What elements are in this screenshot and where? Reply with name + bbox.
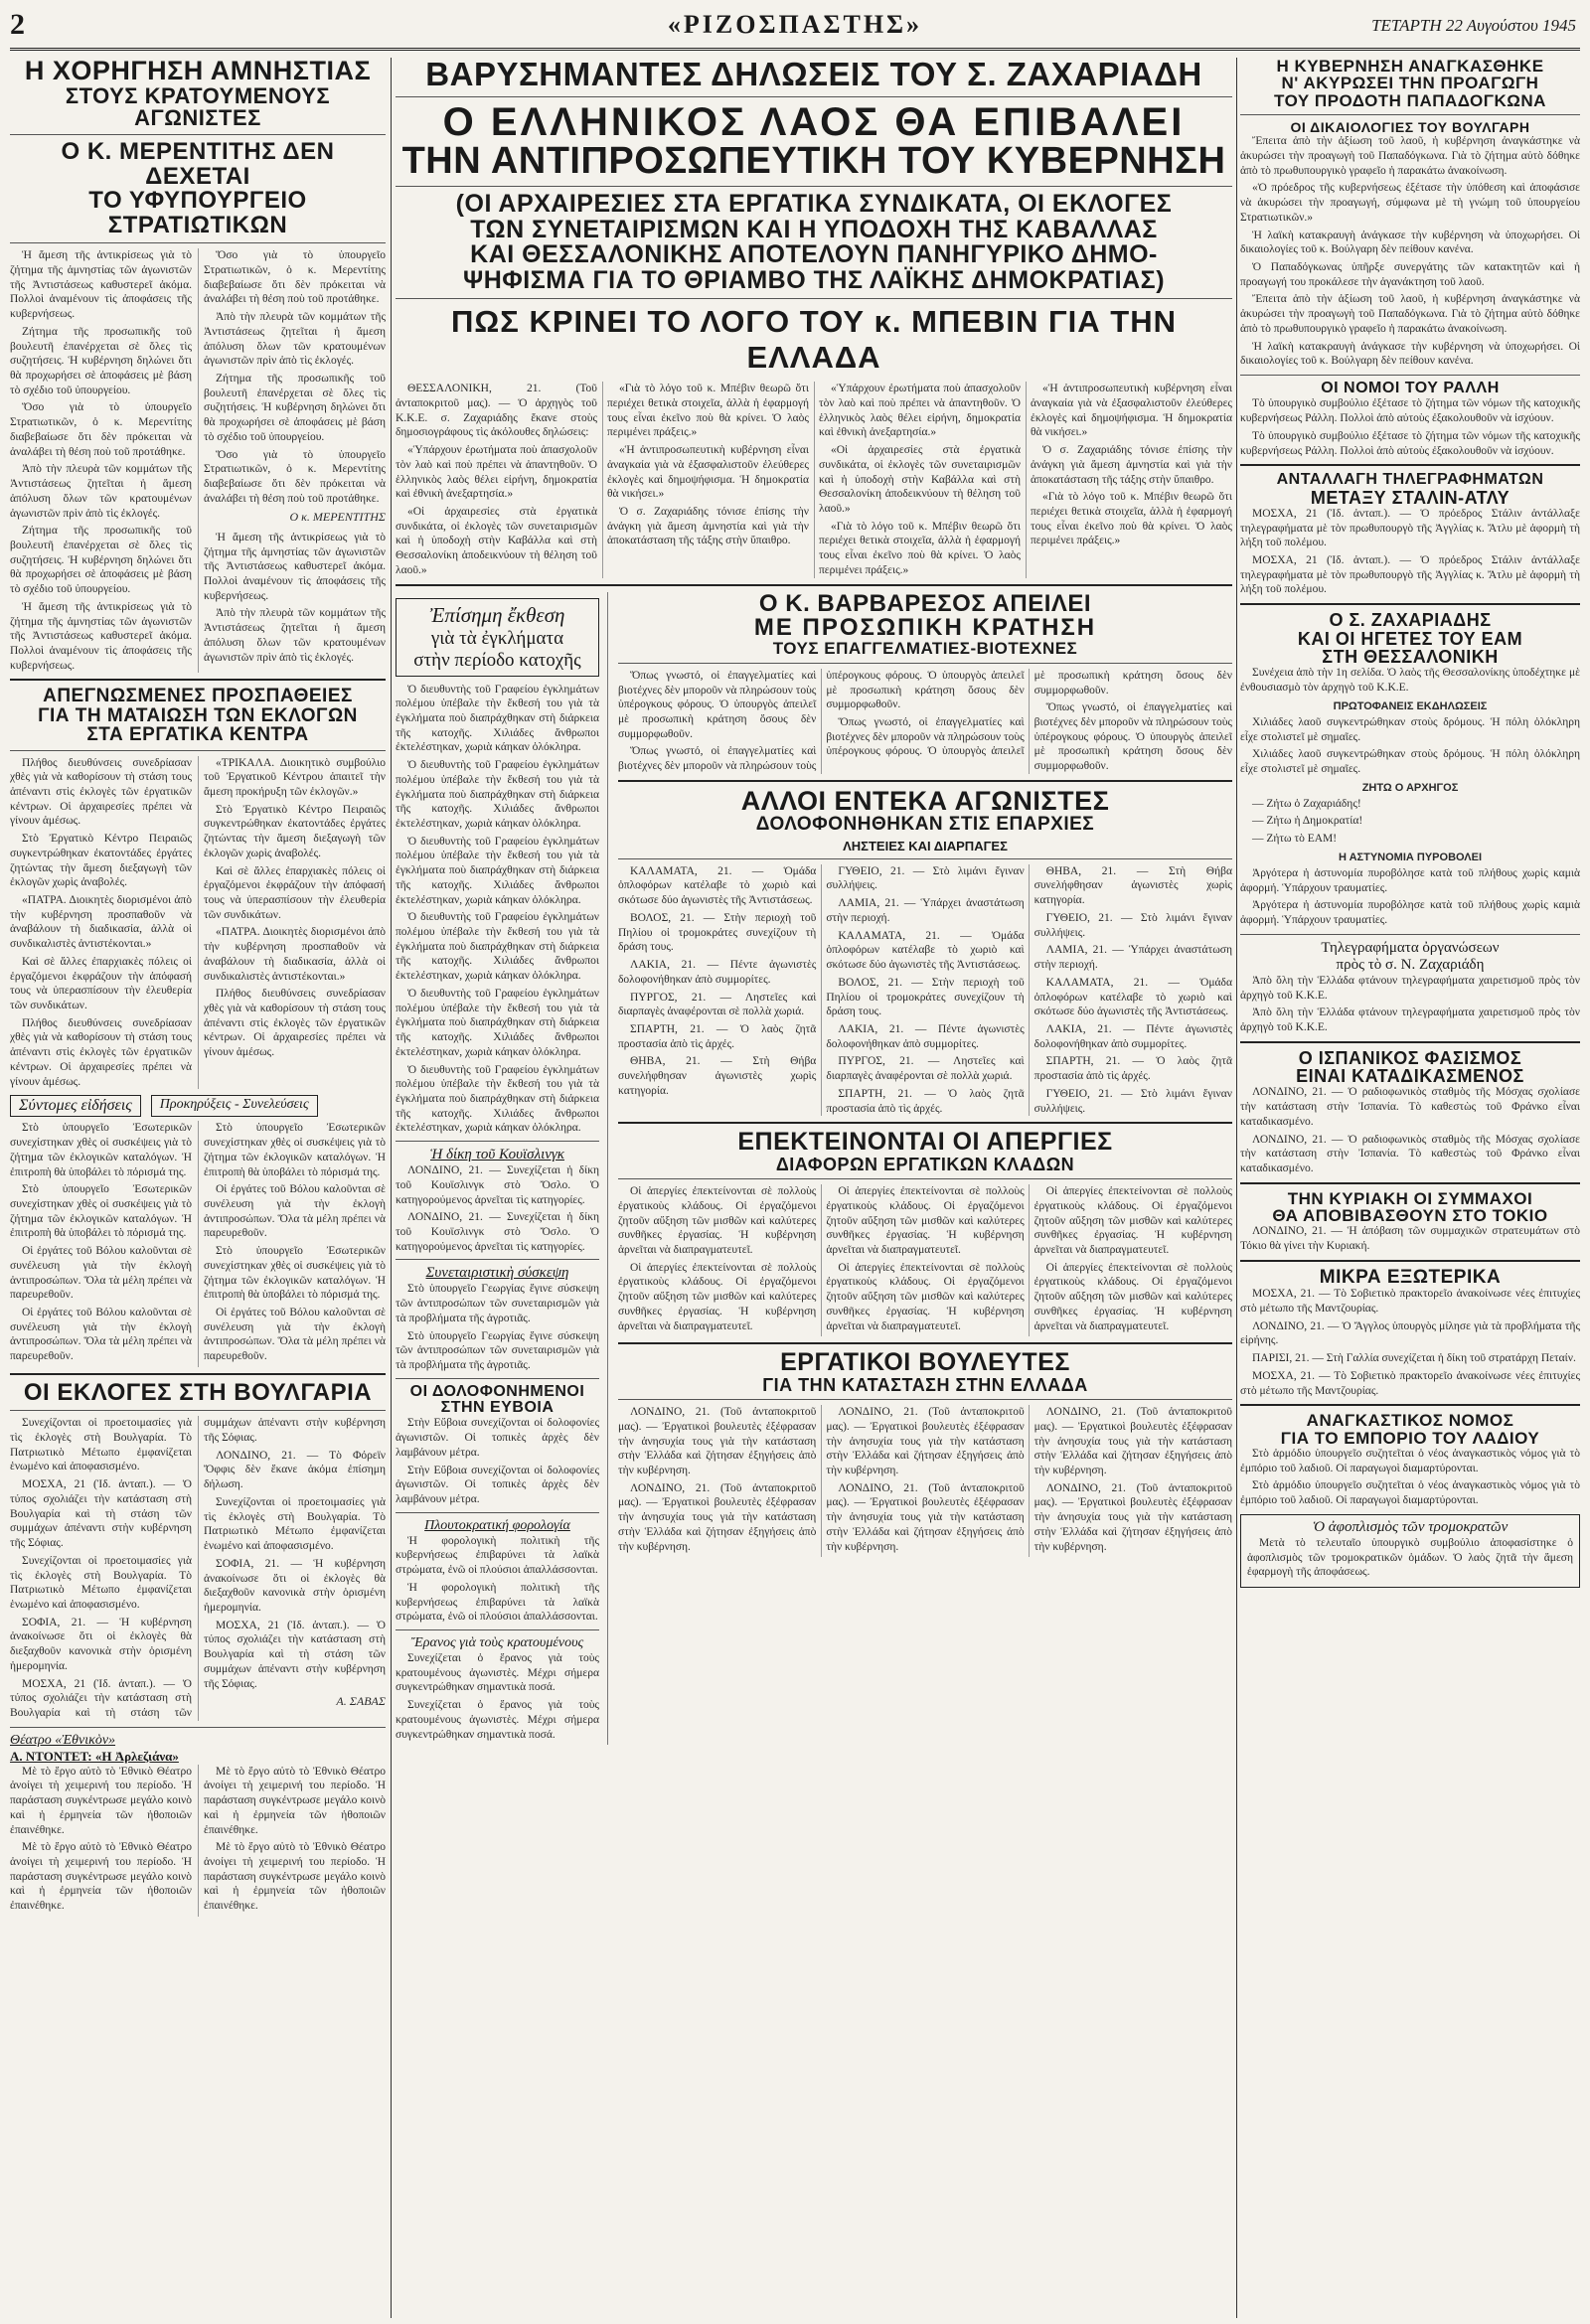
divider: [618, 1342, 1232, 1344]
headline: Τηλεγραφήματα ὀργανώσεων: [1321, 939, 1500, 956]
paragraph: ΛΟΝΔΙΝΟ, 21. — Ὁ ραδιοφωνικὸς σταθμὸς τῆς Μόσχας σχολίασε τὴν κατάσταση στὴν Ἰσπανία. Τὸ καθεστὼς τοῦ Φράνκο εἶναι καταδικασμένο.: [1240, 1133, 1580, 1175]
paragraph: Οἱ ἀπεργίες ἐπεκτείνονται σὲ πολλοὺς ἐργατικοὺς κλάδους. Οἱ ἐργαζόμενοι ζητοῦν αὔξηση τῶν μισθῶν καὶ καλύτερες συνθῆκες ἐργασίας. Ἡ κυβέρνηση ἀρνεῖται νὰ διαπραγματευτεῖ.: [618, 1185, 817, 1256]
paragraph: Ὁ σ. Ζαχαριάδης τόνισε ἐπίσης τὴν ἀνάγκη γιὰ ἄμεση ἀμνηστία καὶ γιὰ τὴν ἀποκατάσταση τῆς τάξης στὴν ὕπαιθρο.: [1031, 444, 1232, 486]
paragraph: «ΠΑΤΡΑ. Διοικητὲς διορισμένοι ἀπὸ τὴν κυβέρνηση προσπαθοῦν νὰ ἀναβάλουν τὴ διαδικασία, ἀλλὰ οἱ συνδικαλιστὲς ἀντιστέκονται.»: [10, 894, 192, 951]
sub-headline: ΛΗΣΤΕΙΕΣ ΚΑΙ ΔΙΑΡΠΑΓΕΣ: [843, 838, 1008, 853]
paragraph: ΠΑΡΙΣΙ, 21. — Στὴ Γαλλία συνεχίζεται ἡ δίκη τοῦ στρατάρχη Πεταίν.: [1252, 1352, 1576, 1365]
article-body: [1240, 1287, 1580, 1398]
headline: Η ΚΥΒΕΡΝΗΣΗ ΑΝΑΓΚΑΣΘΗΚΕ: [1276, 58, 1544, 76]
paragraph: ΣΠΑΡΤΗ, 21. — Ὁ λαὸς ζητᾶ προστασία ἀπὸ τὶς ἀρχές.: [1034, 1055, 1232, 1083]
headline: ΟΙ ΝΟΜΟΙ ΤΟΥ ΡΑΛΛΗ: [1321, 380, 1500, 397]
paragraph: Συνεχίζεται ὁ ἔρανος γιὰ τοὺς κρατουμένους ἀγωνιστὲς. Μέχρι σήμερα συγκεντρώθηκαν σημαντικὰ ποσά.: [396, 1651, 599, 1694]
headline: ΕΡΓΑΤΙΚΟΙ ΒΟΥΛΕΥΤΕΣ: [780, 1348, 1070, 1377]
headline: ΕΠΕΚΤΕΙΝΟΝΤΑΙ ΟΙ ΑΠΕΡΓΙΕΣ: [737, 1128, 1113, 1157]
paragraph: Οἱ ἀπεργίες ἐπεκτείνονται σὲ πολλοὺς ἐργατικοὺς κλάδους. Οἱ ἐργαζόμενοι ζητοῦν αὔξηση τῶν μισθῶν καὶ καλύτερες συνθῆκες ἐργασίας. Ἡ κυβέρνηση ἀρνεῖται νὰ διαπραγματευτεῖ.: [826, 1185, 1025, 1256]
paragraph: Συνέχεια ἀπὸ τὴν 1η σελίδα. Ὁ λαὸς τῆς Θεσσαλονίκης ὑποδέχτηκε μὲ ἐνθουσιασμὸ τὸν ἀρχηγὸ τοῦ Κ.Κ.Ε.: [1240, 667, 1580, 694]
page-number: 2: [10, 8, 25, 41]
article-body: [396, 1163, 599, 1254]
sub-headline: ΨΗΦΙΣΜΑ ΓΙΑ ΤΟ ΘΡΙΑΜΒΟ ΤΗΣ ΛΑΪΚΗΣ ΔΗΜΟΚΡΑΤΙΑΣ): [462, 265, 1166, 294]
article-body: [1240, 666, 1580, 928]
paragraph: ΛΟΝΔΙΝΟ, 21. — Τὸ Φόρεϊν Ὄφφις δὲν ἔκανε ἀκόμα ἐπίσημη δήλωση.: [204, 1449, 386, 1491]
paragraph: Ζήτημα τῆς προσωπικῆς τοῦ βουλευτῆ ἐπανέρχεται σὲ ὅλες τὶς συζητήσεις. Ἡ κυβέρνηση δηλώνει ὅτι θὰ προχωρήσει σὲ ἀποφάσεις μὲ βάση τὸ σχέδιο τοῦ ὑπουργείου.: [10, 325, 192, 396]
paper-name: «ΡΙΖΟΣΠΑΣΤΗΣ»: [667, 10, 923, 39]
paragraph: Ὅπως γνωστό, οἱ ἐπαγγελματίες καὶ βιοτέχνες δὲν μποροῦν νὰ πληρώσουν τοὺς ὑπέρογκους φόρους. Ὁ ὑπουργὸς ἀπειλεῖ μὲ προσωπικὴ κράτηση ὅσους δὲν συμμορφωθοῦν.: [618, 669, 817, 740]
paragraph: Τὸ ὑπουργικὸ συμβούλιο ἐξέτασε τὸ ζήτημα τῶν νόμων τῆς κατοχικῆς κυβερνήσεως Ράλλη. Πολλοὶ ἀπὸ αὐτοὺς ἐξακολουθοῦν νὰ ἰσχύουν.: [1240, 397, 1580, 425]
paragraph: — Ζήτω ἡ Δημοκρατία!: [1252, 815, 1363, 828]
signature: Ο κ. ΜΕΡΕΝΤΙΤΗΣ: [289, 509, 386, 524]
headline: ΜΕΤΑΞΥ ΣΤΑΛΙΝ-ΑΤΛΥ: [1310, 487, 1510, 508]
article-body: [618, 1184, 1232, 1336]
sub-headline: (ΟΙ ΑΡΧΑΙΡΕΣΙΕΣ ΣΤΑ ΕΡΓΑΤΙΚΑ ΣΥΝΔΙΚΑΤΑ, ΟΙ ΕΚΛΟΓΕΣ: [455, 190, 1173, 219]
paragraph: Στὴν Εὔβοια συνεχίζονται οἱ δολοφονίες ἀγωνιστῶν. Οἱ τοπικὲς ἀρχὲς δὲν λαμβάνουν μέτρα.: [396, 1417, 599, 1459]
paragraph: ΜΟΣΧΑ, 21 (Ἰδ. ἀνταπ.). — Ὁ τύπος σχολιάζει τὴν κατάσταση στὴ Βουλγαρία καὶ τὴ στάση τῶν συμμάχων ἀπέναντι στὴν κυβέρνηση τῆς Σόφιας.: [204, 1619, 386, 1690]
brief-label: Σύντομες εἰδήσεις: [10, 1095, 141, 1117]
headline: ΘΑ ΑΠΟΒΙΒΑΣΘΟΥΝ ΣΤΟ ΤΟΚΙΟ: [1272, 1206, 1548, 1226]
sub-headline: ΚΑΙ ΘΕΣΣΑΛΟΝΙΚΗΣ ΑΠΟΤΕΛΟΥΝ ΠΑΝΗΓΥΡΙΚΟ ΔΗΜΟ-: [470, 240, 1158, 269]
paragraph: Ἔπειτα ἀπὸ τὴν ἀξίωση τοῦ λαοῦ, ἡ κυβέρνηση ἀναγκάστηκε νὰ ἀκυρώσει τὴν προαγωγὴ τοῦ Παπαδόγκωνα. Γιὰ τὸ ζήτημα αὐτὸ δόθηκε ἀπὸ τὸ πρωθυπουργικὸ γραφεῖο ἡ παρακάτω ἀνακοίνωση.: [1240, 293, 1580, 335]
paragraph: ΚΑΛΑΜΑΤΑ, 21. — Ὁμάδα ὁπλοφόρων κατέλαβε τὸ χωριὸ καὶ σκότωσε δύο ἀγωνιστὲς τῆς Ἀντιστάσεως.: [826, 929, 1025, 972]
paragraph: ΛΟΝΔΙΝΟ, 21. (Τοῦ ἀνταποκριτοῦ μας). — Ἐργατικοὶ βουλευτὲς ἐξέφρασαν τὴν ἀνησυχία τους γιὰ τὴν κατάσταση στὴν Ἑλλάδα καὶ ζήτησαν ἐξηγήσεις ἀπὸ τὴν κυβέρνηση.: [618, 1481, 817, 1553]
paragraph: Ἔπειτα ἀπὸ τὴν ἀξίωση τοῦ λαοῦ, ἡ κυβέρνηση ἀναγκάστηκε νὰ ἀκυρώσει τὴν προαγωγὴ τοῦ Παπαδόγκωνα. Γιὰ τὸ ζήτημα αὐτὸ δόθηκε ἀπὸ τὸ πρωθυπουργικὸ γραφεῖο ἡ παρακάτω ἀνακοίνωση.: [1240, 135, 1580, 177]
paragraph: Συνεχίζονται οἱ προετοιμασίες γιὰ τὶς ἐκλογὲς στὴ Βουλγαρία. Τὸ Πατριωτικὸ Μέτωπο ἐμφανίζεται ἑνωμένο καὶ ἀποφασισμένο.: [204, 1495, 386, 1553]
paragraph: Οἱ ἐργάτες τοῦ Βόλου καλοῦνται σὲ συνέλευση γιὰ τὴν ἐκλογὴ ἀντιπροσώπων. Ὅλα τὰ μέλη πρέπει νὰ παρευρεθοῦν.: [204, 1183, 386, 1240]
divider: [396, 186, 1232, 187]
paragraph: Ἀπὸ ὅλη τὴν Ἑλλάδα φτάνουν τηλεγραφήματα χαιρετισμοῦ πρὸς τὸν ἀρχηγὸ τοῦ Κ.Κ.Ε.: [1240, 1007, 1580, 1034]
article-body: [1240, 1447, 1580, 1508]
paragraph: «Γιὰ τὸ λόγο τοῦ κ. Μπέβιν θεωρῶ ὅτι περιέχει θετικὰ στοιχεῖα, ἀλλὰ ἡ ἐφαρμογή τους εἶναι ἐκεῖνο ποὺ θὰ κρίνει. Ὁ λαὸς περιμένει πράξεις.»: [607, 383, 809, 439]
paragraph: Ἡ λαϊκὴ κατακραυγὴ ἀνάγκασε τὴν κυβέρνηση νὰ ὑποχωρήσει. Οἱ δικαιολογίες τοῦ κ. Βούλγαρη δὲν πείθουν κανένα.: [1240, 340, 1580, 368]
paragraph: ΛΟΝΔΙΝΟ, 21. (Τοῦ ἀνταποκριτοῦ μας). — Ἐργατικοὶ βουλευτὲς ἐξέφρασαν τὴν ἀνησυχία τους γιὰ τὴν κατάσταση στὴν Ἑλλάδα καὶ ζήτησαν ἐξηγήσεις ἀπὸ τὴν κυβέρνηση.: [826, 1481, 1025, 1553]
headline: Ἡ δίκη τοῦ Κουϊσλινγκ: [429, 1147, 565, 1163]
article-spain: [1240, 1049, 1580, 1176]
paragraph: Μὲ τὸ ἔργο αὐτὸ τὸ Ἐθνικὸ Θέατρο ἀνοίγει τὴ χειμερινή του περίοδο. Ἡ παράσταση συγκέντρωσε μεγάλο κοινὸ καὶ ἡ ἐρμηνεία τῶν ἠθοποιῶν ἐπαινέθηκε.: [204, 1765, 386, 1836]
paragraph: Στὸ ὑπουργεῖο Ἐσωτερικῶν συνεχίστηκαν χθὲς οἱ συσκέψεις γιὰ τὸ ζήτημα τῶν ἐκλογικῶν καταλόγων. Ἡ ἐπιτροπὴ θὰ ὑποβάλει τὸ πόρισμά της.: [10, 1183, 192, 1240]
paragraph: Πλήθος διευθύνσεις συνεδρίασαν χθὲς γιὰ νὰ καθορίσουν τὴ στάση τους ἀπέναντι στὶς ἐκλογὲς τῶν ἐργατικῶν κέντρων. Οἱ ἀρχαιρεσίες πρέπει νὰ γίνουν ἀμέσως.: [10, 1016, 192, 1088]
article-body: [396, 683, 599, 1137]
headline: Η ΧΟΡΗΓΗΣΗ ΑΜΝΗΣΤΙΑΣ: [24, 58, 372, 85]
article-body: [1240, 1224, 1580, 1253]
divider: [396, 584, 1232, 586]
divider: [618, 663, 1232, 664]
headline: Συνεταιριστικὴ σύσκεψη: [425, 1265, 569, 1282]
headline: Ο Σ. ΖΑΧΑΡΙΑΔΗΣ: [1329, 610, 1492, 631]
center-lower-block: [396, 589, 1232, 1746]
article-body: [1240, 507, 1580, 597]
banner-headline: ΤΗΝ ΑΝΤΙΠΡΟΣΩΠΕΥΤΙΚΗ ΤΟΥ ΚΥΒΕΡΝΗΣΗ: [401, 140, 1226, 183]
paragraph: ΠΥΡΓΟΣ, 21. — Ληστεῖες καὶ διαρπαγὲς ἀναφέρονται σὲ πολλὰ χωριά.: [618, 991, 817, 1018]
paragraph: ΚΑΛΑΜΑΤΑ, 21. — Ὁμάδα ὁπλοφόρων κατέλαβε τὸ χωριὸ καὶ σκότωσε δύο ἀγωνιστὲς τῆς Ἀντιστάσεως.: [618, 864, 817, 907]
divider: [396, 96, 1232, 97]
column-divider: [1236, 58, 1237, 2318]
paragraph: ΓΥΘΕΙΟ, 21. — Στὸ λιμάνι ἔγιναν συλλήψεις.: [1034, 1087, 1232, 1115]
paragraph: Οἱ ἐργάτες τοῦ Βόλου καλοῦνται σὲ συνέλευση γιὰ τὴν ἐκλογὴ ἀντιπροσώπων. Ὅλα τὰ μέλη πρέπει νὰ παρευρεθοῦν.: [204, 1306, 386, 1363]
paragraph: — Ζήτω τὸ ΕΑΜ!: [1252, 833, 1338, 846]
divider: [10, 134, 386, 135]
paragraph: ΛΑΚΙΑ, 21. — Πέντε ἀγωνιστὲς δολοφονήθηκαν ἀπὸ συμμορίτες.: [618, 959, 817, 986]
divider: [1240, 1041, 1580, 1043]
paragraph: «Γιὰ τὸ λόγο τοῦ κ. Μπέβιν θεωρῶ ὅτι περιέχει θετικὰ στοιχεῖα, ἀλλὰ ἡ ἐφαρμογή τους εἶναι ἐκεῖνο ποὺ θὰ κρίνει. Ὁ λαὸς περιμένει πράξεις.»: [819, 520, 1021, 576]
article-occupation: [396, 598, 599, 677]
headline: γιὰ τὰ ἐγκλήματα: [430, 627, 564, 649]
article-body: [10, 248, 386, 673]
article-telegrams: [1240, 940, 1580, 1035]
article-body: [1247, 1536, 1573, 1580]
divider: [396, 1629, 599, 1630]
paragraph: Ὁ διευθυντὴς τοῦ Γραφείου ἐγκλημάτων πολέμου ὑπέβαλε τὴν ἔκθεσή του γιὰ τὰ ἐγκλήματα ποὺ διαπράχθηκαν στὴ διάρκεια τῆς κατοχῆς. Χιλιάδες ἄνθρωποι ἐκτελέστηκαν, χωριὰ κάηκαν ὁλόκληρα.: [396, 987, 599, 1058]
article-strikes: [618, 1130, 1232, 1336]
article-olive-oil: [1240, 1412, 1580, 1508]
paragraph: «Ὑπάρχουν ἐρωτήματα ποὺ ἀπασχολοῦν τὸν λαὸ καὶ ποὺ πρέπει νὰ ἀπαντηθοῦν. Ὁ ἑλληνικὸς λαὸς θέλει εἰρήνη, δημοκρατία καὶ ἐθνικὴ ἀνεξαρτησία.»: [819, 383, 1021, 439]
paragraph: ΛΟΝΔΙΝΟ, 21. (Τοῦ ἀνταποκριτοῦ μας). — Ἐργατικοὶ βουλευτὲς ἐξέφρασαν τὴν ἀνησυχία τους γιὰ τὴν κατάσταση στὴν Ἑλλάδα καὶ ζήτησαν ἐξηγήσεις ἀπὸ τὴν κυβέρνηση.: [826, 1406, 1025, 1477]
article-disarmament: [1240, 1514, 1580, 1588]
article-tokyo: [1240, 1190, 1580, 1254]
brief-body: [10, 1121, 386, 1367]
article-foreign: [1240, 1268, 1580, 1398]
paragraph: ΛΟΝΔΙΝΟ, 21. — Ὁ Ἄγγλος ὑπουργὸς μίλησε γιὰ τὰ προβλήματα τῆς εἰρήνης.: [1240, 1319, 1580, 1347]
paragraph: ΛΑΜΙΑ, 21. — Ὑπάρχει ἀναστάτωση στὴν περιοχή.: [826, 897, 1025, 924]
divider: [1240, 934, 1580, 935]
article-body: [618, 864, 1232, 1117]
article-body: [10, 1765, 386, 1917]
paragraph: Στὸ Ἐργατικὸ Κέντρο Πειραιῶς συγκεντρώθηκαν ἐκατοντάδες ἐργάτες ζητώντας τὴν ἄμεση διεξαγωγὴ τῶν ἐκλογῶν χωρὶς ἀναβολές.: [10, 833, 192, 889]
paragraph: «ΠΑΤΡΑ. Διοικητὲς διορισμένοι ἀπὸ τὴν κυβέρνηση προσπαθοῦν νὰ ἀναβάλουν τὴ διαδικασία, ἀλλὰ οἱ συνδικαλιστὲς ἀντιστέκονται.»: [204, 926, 386, 983]
headline: ΓΙΑ ΤΗ ΜΑΤΑΙΩΣΗ ΤΩΝ ΕΚΛΟΓΩΝ: [38, 704, 358, 726]
headline: ΣΤΗ ΘΕΣΣΑΛΟΝΙΚΗ: [1322, 646, 1499, 667]
paragraph: Ἡ φορολογικὴ πολιτικὴ τῆς κυβερνήσεως ἐπιβαρύνει τὰ λαϊκὰ στρώματα, ἐνῶ οἱ πλούσιοι ἀπαλλάσσονται.: [396, 1581, 599, 1624]
paragraph: Πλήθος διευθύνσεις συνεδρίασαν χθὲς γιὰ νὰ καθορίσουν τὴ στάση τους ἀπέναντι στὶς ἐκλογὲς τῶν ἐργατικῶν κέντρων. Οἱ ἀρχαιρεσίες πρέπει νὰ γίνουν ἀμέσως.: [10, 756, 192, 828]
paragraph: ΛΟΝΔΙΝΟ, 21. — Συνεχίζεται ἡ δίκη τοῦ Κουϊσλινγκ στὸ Ὄσλο. Ὁ κατηγορούμενος ἀρνεῖται τὶς κατηγορίες.: [396, 1164, 599, 1206]
paragraph: Οἱ ἀπεργίες ἐπεκτείνονται σὲ πολλοὺς ἐργατικοὺς κλάδους. Οἱ ἐργαζόμενοι ζητοῦν αὔξηση τῶν μισθῶν καὶ καλύτερες συνθῆκες ἐργασίας. Ἡ κυβέρνηση ἀρνεῖται νὰ διαπραγματευτεῖ.: [826, 1261, 1025, 1332]
paragraph: Συνεχίζονται οἱ προετοιμασίες γιὰ τὶς ἐκλογὲς στὴ Βουλγαρία. Τὸ Πατριωτικὸ Μέτωπο ἐμφανίζεται ἑνωμένο καὶ ἀποφασισμένο.: [10, 1554, 192, 1611]
sub-headline: ΠΡΩΤΟΦΑΝΕΙΣ ΕΚΔΗΛΩΣΕΙΣ: [1333, 699, 1488, 712]
paragraph: ΛΑΚΙΑ, 21. — Πέντε ἀγωνιστὲς δολοφονήθηκαν ἀπὸ συμμορίτες.: [826, 1022, 1025, 1050]
paragraph: Καὶ σὲ ἄλλες ἐπαρχιακὲς πόλεις οἱ ἐργαζόμενοι ἐκφράζουν τὴν ἀπόφασή τους νὰ ὑπερασπίσουν τὴν ἐλευθερία τῶν συνδικάτων.: [204, 864, 386, 921]
paragraph: ΘΗΒΑ, 21. — Στὴ Θήβα συνελήφθησαν ἀγωνιστὲς χωρὶς κατηγορία.: [618, 1055, 817, 1097]
headline: Ν' ΑΚΥΡΩΣΕΙ ΤΗΝ ΠΡΟΑΓΩΓΗ: [1281, 74, 1539, 93]
headline: Ο Κ. ΒΑΡΒΑΡΕΣΟΣ ΑΠΕΙΛΕΙ: [758, 589, 1092, 617]
sub-headline: ΤΩΝ ΣΥΝΕΤΑΙΡΙΣΜΩΝ ΚΑΙ Η ΥΠΟΔΟΧΗ ΤΗΣ ΚΑΒΑΛΛΑΣ: [470, 215, 1158, 243]
paragraph: ΛΟΝΔΙΝΟ, 21. — Ὁ ραδιοφωνικὸς σταθμὸς τῆς Μόσχας σχολίασε τὴν κατάσταση στὴν Ἰσπανία. Τὸ καθεστὼς τοῦ Φράνκο εἶναι καταδικασμένο.: [1240, 1086, 1580, 1128]
paragraph: Μετὰ τὸ τελευταῖο ὑπουργικὸ συμβούλιο ἀποφασίστηκε ὁ ἀφοπλισμὸς τῶν τρομοκρατικῶν ὁμάδων. Ὁ λαὸς ζητᾶ τὴν ἄμεση ἐφαρμογὴ τῆς ἀποφάσεως.: [1247, 1536, 1573, 1579]
article-thessaloniki: [1240, 611, 1580, 928]
paragraph: Ὅσο γιὰ τὸ ὑπουργεῖο Στρατιωτικῶν, ὁ κ. Μερεντίτης διαβεβαίωσε ὅτι δὲν πρόκειται νὰ ἀναλάβει τὴ θέση ποὺ τοῦ προτάθηκε.: [204, 249, 386, 306]
paragraph: Ὁ διευθυντὴς τοῦ Γραφείου ἐγκλημάτων πολέμου ὑπέβαλε τὴν ἔκθεσή του γιὰ τὰ ἐγκλήματα ποὺ διαπράχθηκαν στὴ διάρκεια τῆς κατοχῆς. Χιλιάδες ἄνθρωποι ἐκτελέστηκαν, χωριὰ κάηκαν ὁλόκληρα.: [396, 911, 599, 983]
paragraph: Μὲ τὸ ἔργο αὐτὸ τὸ Ἐθνικὸ Θέατρο ἀνοίγει τὴ χειμερινή του περίοδο. Ἡ παράσταση συγκέντρωσε μεγάλο κοινὸ καὶ ἡ ἐρμηνεία τῶν ἠθοποιῶν ἐπαινέθηκε.: [204, 1841, 386, 1913]
article-stalin-attlee: [1240, 472, 1580, 597]
headline: ΔΙΑΦΟΡΩΝ ΕΡΓΑΤΙΚΩΝ ΚΛΑΔΩΝ: [775, 1154, 1075, 1174]
paragraph: Χιλιάδες λαοῦ συγκεντρώθηκαν στοὺς δρόμους. Ἡ πόλη ὁλόκληρη εἶχε στολιστεῖ μὲ σημαῖες.: [1240, 748, 1580, 775]
paragraph: ΛΟΝΔΙΝΟ, 21. (Τοῦ ἀνταποκριτοῦ μας). — Ἐργατικοὶ βουλευτὲς ἐξέφρασαν τὴν ἀνησυχία τους γιὰ τὴν κατάσταση στὴν Ἑλλάδα καὶ ζήτησαν ἐξηγήσεις ἀπὸ τὴν κυβέρνηση.: [1034, 1481, 1232, 1553]
paragraph: Οἱ ἀπεργίες ἐπεκτείνονται σὲ πολλοὺς ἐργατικοὺς κλάδους. Οἱ ἐργαζόμενοι ζητοῦν αὔξηση τῶν μισθῶν καὶ καλύτερες συνθῆκες ἐργασίας. Ἡ κυβέρνηση ἀρνεῖται νὰ διαπραγματευτεῖ.: [1034, 1261, 1232, 1332]
paragraph: Ἡ ἄμεση τῆς ἀντικρίσεως γιὰ τὸ ζήτημα τῆς ἀμνηστίας τῶν ἀγωνιστῶν τῆς Ἀντιστάσεως καθυστερεῖ ἀκόμα. Πολλοὶ ἀναμένουν τὶς ἀποφάσεις τῆς κυβερνήσεως.: [204, 531, 386, 602]
headline: ΑΝΤΑΛΛΑΓΗ ΤΗΛΕΓΡΑΦΗΜΑΤΩΝ: [1276, 471, 1544, 489]
article-body: [396, 1282, 599, 1372]
paragraph: Ὅπως γνωστό, οἱ ἐπαγγελματίες καὶ βιοτέχνες δὲν μποροῦν νὰ πληρώσουν τοὺς ὑπέρογκους φόρους. Ὁ ὑπουργὸς ἀπειλεῖ μὲ προσωπικὴ κράτηση ὅσους δὲν συμμορφωθοῦν.: [826, 669, 1232, 758]
column-divider: [391, 58, 392, 2318]
headline: ΤΗΝ ΚΥΡΙΑΚΗ ΟΙ ΣΥΜΜΑΧΟΙ: [1287, 1188, 1533, 1208]
paragraph: ΜΟΣΧΑ, 21 (Ἰδ. ἀνταπ.). — Ὁ πρόεδρος Στάλιν ἀντάλλαξε τηλεγραφήματα μὲ τὸν πρωθυπουργὸ τῆς Ἀγγλίας κ. Ἄτλυ μὲ ἀφορμὴ τὴ λήξη τοῦ πολέμου.: [1240, 507, 1580, 549]
article-ralli: [1240, 381, 1580, 458]
paragraph: Μὲ τὸ ἔργο αὐτὸ τὸ Ἐθνικὸ Θέατρο ἀνοίγει τὴ χειμερινή του περίοδο. Ἡ παράσταση συγκέντρωσε μεγάλο κοινὸ καὶ ἡ ἐρμηνεία τῶν ἠθοποιῶν ἐπαινέθηκε.: [10, 1765, 192, 1836]
paragraph: Ὁ διευθυντὴς τοῦ Γραφείου ἐγκλημάτων πολέμου ὑπέβαλε τὴν ἔκθεσή του γιὰ τὰ ἐγκλήματα ποὺ διαπράχθηκαν στὴ διάρκεια τῆς κατοχῆς. Χιλιάδες ἄνθρωποι ἐκτελέστηκαν, χωριὰ κάηκαν ὁλόκληρα.: [396, 1063, 599, 1135]
divider: [396, 1512, 599, 1513]
paragraph: Στὸ ἀρμόδιο ὑπουργεῖο συζητεῖται ὁ νέος ἀναγκαστικὸς νόμος γιὰ τὸ ἐμπόριο τοῦ λαδιοῦ. Οἱ παραγωγοὶ διαμαρτύρονται.: [1240, 1447, 1580, 1474]
paragraph: «Ὁ πρόεδρος τῆς κυβερνήσεως ἐξέτασε τὴν ὑπόθεση καὶ ἀποφάσισε νὰ ἀκυρώσει τὴν προαγωγή, σύμφωνα μὲ τὴ γνώμη τοῦ ὑπουργείου Στρατιωτικῶν.»: [1240, 182, 1580, 224]
paragraph: Στὸ ὑπουργεῖο Γεωργίας ἔγινε σύσκεψη τῶν ἀντιπροσώπων τῶν συνεταιρισμῶν γιὰ τὰ προβλήματα τῆς ἀγροτιᾶς.: [396, 1329, 599, 1372]
headline: Ο Κ. ΜΕΡΕΝΤΙΤΗΣ ΔΕΝ ΔΕΧΕΤΑΙ: [61, 138, 335, 190]
divider: [1240, 375, 1580, 376]
paragraph: ΠΥΡΓΟΣ, 21. — Ληστεῖες καὶ διαρπαγὲς ἀναφέρονται σὲ πολλὰ χωριά.: [826, 1055, 1025, 1083]
sub-headline: ΟΙ ΔΙΚΑΙΟΛΟΓΙΕΣ ΤΟΥ ΒΟΥΛΓΑΡΗ: [1290, 118, 1530, 135]
center-column: [396, 58, 1232, 2318]
divider: [10, 1373, 386, 1375]
sub-headline: Η ΑΣΤΥΝΟΜΙΑ ΠΥΡΟΒΟΛΕΙ: [1338, 851, 1483, 863]
paragraph: Ἀπὸ τὴν πλευρὰ τῶν κομμάτων τῆς Ἀντιστάσεως ζητεῖται ἡ ἄμεση ἀπόλυση ὅλων τῶν κρατουμένων ἀγωνιστῶν πρὶν ἀπὸ τὶς ἐκλογές.: [10, 463, 192, 520]
headline: ΤΟΥ ΠΡΟΔΟΤΗ ΠΑΠΑΔΟΓΚΩΝΑ: [1274, 90, 1546, 110]
right-column: [1240, 58, 1580, 2318]
paragraph: — Ζήτω ὁ Ζαχαριάδης!: [1252, 797, 1361, 810]
divider: [1240, 114, 1580, 115]
paragraph: Στὴν Εὔβοια συνεχίζονται οἱ δολοφονίες ἀγωνιστῶν. Οἱ τοπικὲς ἀρχὲς δὲν λαμβάνουν μέτρα.: [396, 1464, 599, 1505]
paragraph: ΘΗΒΑ, 21. — Στὴ Θήβα συνελήφθησαν ἀγωνιστὲς χωρὶς κατηγορία.: [1034, 864, 1232, 907]
divider: [396, 1378, 599, 1379]
paragraph: «ΤΡΙΚΑΛΑ. Διοικητικὸ συμβούλιο τοῦ Ἐργατικοῦ Κέντρου ἀπαιτεῖ τὴν ἄμεση προκήρυξη τῶν ἐκλογῶν.»: [204, 756, 386, 798]
headline: ΟΙ ΔΟΛΟΦΟΝΗΜΕΝΟΙ: [409, 1382, 585, 1400]
divider: [1240, 603, 1580, 605]
article-body: [396, 1534, 599, 1625]
paragraph: ΘΕΣΣΑΛΟΝΙΚΗ, 21. (Τοῦ ἀνταποκριτοῦ μας). — Ὁ ἀρχηγὸς τοῦ Κ.Κ.Ε. σ. Ζαχαριάδης ἔκανε στοὺς δημοσιογράφους τὶς ἀκόλουθες δηλώσεις:: [396, 383, 597, 439]
banner-headline: Ο ΕΛΛΗΝΙΚΟΣ ΛΑΟΣ ΘΑ ΕΠΙΒΑΛΕΙ: [442, 99, 1186, 144]
paragraph: «Ἡ ἀντιπροσωπευτικὴ κυβέρνηση εἶναι ἀναγκαία γιὰ νὰ ἐξασφαλιστοῦν ἐλεύθερες ἐκλογὲς καὶ δημοψήφισμα. Ἡ δημοκρατία θὰ νικήσει.»: [607, 444, 809, 501]
headline: ΓΙΑ ΤΟ ΕΜΠΟΡΙΟ ΤΟΥ ΛΑΔΙΟΥ: [1280, 1428, 1540, 1448]
article-body: [1240, 1085, 1580, 1175]
headline: ΤΟ ΥΦΥΠΟΥΡΓΕΙΟ ΣΤΡΑΤΙΩΤΙΚΩΝ: [88, 187, 307, 238]
headline: ΑΛΛΟΙ ΕΝΤΕΚΑ ΑΓΩΝΙΣΤΕΣ: [740, 785, 1110, 816]
article-zachariadis: [396, 58, 1232, 578]
article-body: [10, 1416, 386, 1720]
article-body: [1240, 974, 1580, 1035]
brief-headers: [10, 1095, 386, 1117]
paragraph: Οἱ ἐργάτες τοῦ Βόλου καλοῦνται σὲ συνέλευση γιὰ τὴν ἐκλογὴ ἀντιπροσώπων. Ὅλα τὰ μέλη πρέπει νὰ παρευρεθοῦν.: [10, 1306, 192, 1363]
paragraph: «Ἡ ἀντιπροσωπευτικὴ κυβέρνηση εἶναι ἀναγκαία γιὰ νὰ ἐξασφαλιστοῦν ἐλεύθερες ἐκλογὲς καὶ δημοψήφισμα. Ἡ δημοκρατία θὰ νικήσει.»: [1031, 383, 1232, 439]
center-subcolumn-left: [396, 592, 608, 1746]
divider: [396, 1259, 599, 1260]
article-body: [618, 669, 1232, 774]
paragraph: Ὁ διευθυντὴς τοῦ Γραφείου ἐγκλημάτων πολέμου ὑπέβαλε τὴν ἔκθεσή του γιὰ τὰ ἐγκλήματα ποὺ διαπράχθηκαν στὴ διάρκεια τῆς κατοχῆς. Χιλιάδες ἄνθρωποι ἐκτελέστηκαν, χωριὰ κάηκαν ὁλόκληρα.: [396, 835, 599, 906]
paragraph: Στὸ Ἐργατικὸ Κέντρο Πειραιῶς συγκεντρώθηκαν ἐκατοντάδες ἐργάτες ζητώντας τὴν ἄμεση διεξαγωγὴ τῶν ἐκλογῶν χωρὶς ἀναβολές.: [204, 803, 386, 859]
divider: [618, 858, 1232, 859]
paragraph: Στὸ ἀρμόδιο ὑπουργεῖο συζητεῖται ὁ νέος ἀναγκαστικὸς νόμος γιὰ τὸ ἐμπόριο τοῦ λαδιοῦ. Οἱ παραγωγοὶ διαμαρτύρονται.: [1240, 1479, 1580, 1507]
paragraph: ΓΥΘΕΙΟ, 21. — Στὸ λιμάνι ἔγιναν συλλήψεις.: [826, 864, 1025, 892]
article-murders: [618, 785, 1232, 1116]
paragraph: Ἀπὸ ὅλη τὴν Ἑλλάδα φτάνουν τηλεγραφήματα χαιρετισμοῦ πρὸς τὸν ἀρχηγὸ τοῦ Κ.Κ.Ε.: [1240, 974, 1580, 1002]
sub-headline: ΠΩΣ ΚΡΙΝΕΙ ΤΟ ΛΟΓΟ ΤΟΥ κ. ΜΠΕΒΙΝ ΓΙΑ ΤΗΝ ΕΛΛΑΔΑ: [451, 304, 1177, 376]
paragraph: Μὲ τὸ ἔργο αὐτὸ τὸ Ἐθνικὸ Θέατρο ἀνοίγει τὴ χειμερινή του περίοδο. Ἡ παράσταση συγκέντρωσε μεγάλο κοινὸ καὶ ἡ ἐρμηνεία τῶν ἠθοποιῶν ἐπαινέθηκε.: [10, 1841, 192, 1913]
paragraph: Τὸ ὑπουργικὸ συμβούλιο ἐξέτασε τὸ ζήτημα τῶν νόμων τῆς κατοχικῆς κυβερνήσεως Ράλλη. Πολλοὶ ἀπὸ αὐτοὺς ἐξακολουθοῦν νὰ ἰσχύουν.: [1240, 429, 1580, 457]
paragraph: Πλήθος διευθύνσεις συνεδρίασαν χθὲς γιὰ νὰ καθορίσουν τὴ στάση τους ἀπέναντι στὶς ἐκλογὲς τῶν ἐργατικῶν κέντρων. Οἱ ἀρχαιρεσίες πρέπει νὰ γίνουν ἀμέσως.: [204, 988, 386, 1059]
paragraph: ΜΟΣΧΑ, 21 (Ἰδ. ἀνταπ.). — Ὁ τύπος σχολιάζει τὴν κατάσταση στὴ Βουλγαρία καὶ τὴ στάση τῶν συμμάχων ἀπέναντι στὴν κυβέρνηση τῆς Σόφιας.: [10, 1478, 192, 1550]
headline: Ο ΙΣΠΑΝΙΚΟΣ ΦΑΣΙΣΜΟΣ: [1298, 1047, 1522, 1068]
paragraph: Συνεχίζονται οἱ προετοιμασίες γιὰ τὶς ἐκλογὲς στὴ Βουλγαρία. Τὸ Πατριωτικὸ Μέτωπο ἐμφανίζεται ἑνωμένο καὶ ἀποφασισμένο.: [10, 1417, 192, 1473]
headline: ΤΟΥΣ ΕΠΑΓΓΕΛΜΑΤΙΕΣ-ΒΙΟΤΕΧΝΕΣ: [772, 639, 1078, 659]
masthead: [10, 8, 1580, 51]
paragraph: ΚΑΛΑΜΑΤΑ, 21. — Ὁμάδα ὁπλοφόρων κατέλαβε τὸ χωριὸ καὶ σκότωσε δύο ἀγωνιστὲς τῆς Ἀντιστάσεως.: [1034, 976, 1232, 1018]
divider: [10, 242, 386, 243]
divider: [10, 679, 386, 681]
paragraph: «Γιὰ τὸ λόγο τοῦ κ. Μπέβιν θεωρῶ ὅτι περιέχει θετικὰ στοιχεῖα, ἀλλὰ ἡ ἐφαρμογή τους εἶναι ἐκεῖνο ποὺ θὰ κρίνει. Ὁ λαὸς περιμένει πράξεις.»: [1031, 491, 1232, 547]
paragraph: ΛΑΜΙΑ, 21. — Ὑπάρχει ἀναστάτωση στὴν περιοχή.: [1034, 944, 1232, 972]
divider: [1240, 1404, 1580, 1406]
paragraph: ΣΠΑΡΤΗ, 21. — Ὁ λαὸς ζητᾶ προστασία ἀπὸ τὶς ἀρχές.: [826, 1087, 1025, 1115]
divider: [1240, 1260, 1580, 1262]
article-varvaresos: [618, 589, 1232, 774]
article-union-elections: [10, 687, 386, 1089]
paragraph: Ἡ ἄμεση τῆς ἀντικρίσεως γιὰ τὸ ζήτημα τῆς ἀμνηστίας τῶν ἀγωνιστῶν τῆς Ἀντιστάσεως καθυστερεῖ ἀκόμα. Πολλοὶ ἀναμένουν τὶς ἀποφάσεις τῆς κυβερνήσεως.: [10, 249, 192, 321]
paragraph: Στὸ ὑπουργεῖο Ἐσωτερικῶν συνεχίστηκαν χθὲς οἱ συσκέψεις γιὰ τὸ ζήτημα τῶν ἐκλογικῶν καταλόγων. Ἡ ἐπιτροπὴ θὰ ὑποβάλει τὸ πόρισμά της.: [10, 1122, 192, 1178]
center-subcolumn-right: [618, 589, 1232, 1746]
article-bulgaria: [10, 1378, 386, 1721]
headline: ΜΕ ΠΡΟΣΩΠΙΚΗ ΚΡΑΤΗΣΗ: [753, 614, 1097, 642]
paragraph: Ἡ ἄμεση τῆς ἀντικρίσεως γιὰ τὸ ζήτημα τῆς ἀμνηστίας τῶν ἀγωνιστῶν τῆς Ἀντιστάσεως καθυστερεῖ ἀκόμα. Πολλοὶ ἀναμένουν τὶς ἀποφάσεις τῆς κυβερνήσεως.: [10, 600, 192, 672]
headline: ΜΙΚΡΑ ΕΞΩΤΕΡΙΚΑ: [1319, 1266, 1502, 1288]
divider: [1240, 464, 1580, 466]
headline: Ἔρανος γιὰ τοὺς κρατουμένους: [410, 1634, 584, 1650]
paragraph: Συνεχίζεται ὁ ἔρανος γιὰ τοὺς κρατουμένους ἀγωνιστὲς. Μέχρι σήμερα συγκεντρώθηκαν σημαντικὰ ποσά.: [396, 1699, 599, 1741]
divider: [10, 1410, 386, 1411]
sub-headline: ΖΗΤΩ Ο ΑΡΧΗΓΟΣ: [1361, 781, 1459, 794]
paragraph: Ἀργότερα ἡ ἀστυνομία πυροβόλησε κατὰ τοῦ πλήθους χωρὶς καμιὰ ἀφορμή. Ὑπάρχουν τραυματίες.: [1240, 899, 1580, 927]
headline: ΣΤΑ ΕΡΓΑΤΙΚΑ ΚΕΝΤΡΑ: [86, 724, 309, 746]
article-body: [10, 756, 386, 1090]
divider: [10, 750, 386, 751]
paragraph: Ἀπὸ τὴν πλευρὰ τῶν κομμάτων τῆς Ἀντιστάσεως ζητεῖται ἡ ἄμεση ἀπόλυση ὅλων τῶν κρατουμένων ἀγωνιστῶν πρὶν ἀπὸ τὶς ἐκλογές.: [204, 311, 386, 368]
paragraph: Ὁ διευθυντὴς τοῦ Γραφείου ἐγκλημάτων πολέμου ὑπέβαλε τὴν ἔκθεσή του γιὰ τὰ ἐγκλήματα ποὺ διαπράχθηκαν στὴ διάρκεια τῆς κατοχῆς. Χιλιάδες ἄνθρωποι ἐκτελέστηκαν, χωριὰ κάηκαν ὁλόκληρα.: [396, 683, 599, 754]
paragraph: Στὸ ὑπουργεῖο Ἐσωτερικῶν συνεχίστηκαν χθὲς οἱ συσκέψεις γιὰ τὸ ζήτημα τῶν ἐκλογικῶν καταλόγων. Ἡ ἐπιτροπὴ θὰ ὑποβάλει τὸ πόρισμά της.: [204, 1245, 386, 1302]
paragraph: ΛΟΝΔΙΝΟ, 21. — Συνεχίζεται ἡ δίκη τοῦ Κουϊσλινγκ στὸ Ὄσλο. Ὁ κατηγορούμενος ἀρνεῖται τὶς κατηγορίες.: [396, 1211, 599, 1253]
paragraph: Οἱ ἀπεργίες ἐπεκτείνονται σὲ πολλοὺς ἐργατικοὺς κλάδους. Οἱ ἐργαζόμενοι ζητοῦν αὔξηση τῶν μισθῶν καὶ καλύτερες συνθῆκες ἐργασίας. Ἡ κυβέρνηση ἀρνεῖται νὰ διαπραγματευτεῖ.: [618, 1261, 817, 1332]
paragraph: Ὁ διευθυντὴς τοῦ Γραφείου ἐγκλημάτων πολέμου ὑπέβαλε τὴν ἔκθεσή του γιὰ τὰ ἐγκλήματα ποὺ διαπράχθηκαν στὴ διάρκεια τῆς κατοχῆς. Χιλιάδες ἄνθρωποι ἐκτελέστηκαν, χωριὰ κάηκαν ὁλόκληρα.: [396, 759, 599, 831]
paragraph: ΜΟΣΧΑ, 21 (Ἰδ. ἀνταπ.). — Ὁ πρόεδρος Στάλιν ἀντάλλαξε τηλεγραφήματα μὲ τὸν πρωθυπουργὸ τῆς Ἀγγλίας κ. Ἄτλυ μὲ ἀφορμὴ τὴ λήξη τοῦ πολέμου.: [1240, 554, 1580, 596]
paragraph: Ζήτημα τῆς προσωπικῆς τοῦ βουλευτῆ ἐπανέρχεται σὲ ὅλες τὶς συζητήσεις. Ἡ κυβέρνηση δηλώνει ὅτι θὰ προχωρήσει σὲ ἀποφάσεις μὲ βάση τὸ σχέδιο τοῦ ὑπουργείου.: [204, 373, 386, 443]
signature: Α. ΣΑΒΑΣ: [336, 1694, 386, 1709]
paragraph: ΛΑΚΙΑ, 21. — Πέντε ἀγωνιστὲς δολοφονήθηκαν ἀπὸ συμμορίτες.: [1034, 1022, 1232, 1050]
headline: Πλουτοκρατική φορολογία: [424, 1517, 570, 1533]
divider: [618, 1122, 1232, 1124]
paragraph: Ζήτημα τῆς προσωπικῆς τοῦ βουλευτῆ ἐπανέρχεται σὲ ὅλες τὶς συζητήσεις. Ἡ κυβέρνηση δηλώνει ὅτι θὰ προχωρήσει σὲ ἀποφάσεις μὲ βάση τὸ σχέδιο τοῦ ὑπουργείου.: [10, 525, 192, 596]
paragraph: ΛΟΝΔΙΝΟ, 21. — Ἡ ἀπόβαση τῶν συμμαχικῶν στρατευμάτων στὸ Τόκιο θὰ γίνει τὴν Κυριακή.: [1240, 1225, 1580, 1253]
paragraph: Στὸ ὑπουργεῖο Γεωργίας ἔγινε σύσκεψη τῶν ἀντιπροσώπων τῶν συνεταιρισμῶν γιὰ τὰ προβλήματα τῆς ἀγροτιᾶς.: [396, 1283, 599, 1324]
paragraph: ΛΟΝΔΙΝΟ, 21. (Τοῦ ἀνταποκριτοῦ μας). — Ἐργατικοὶ βουλευτὲς ἐξέφρασαν τὴν ἀνησυχία τους γιὰ τὴν κατάσταση στὴν Ἑλλάδα καὶ ζήτησαν ἐξηγήσεις ἀπὸ τὴν κυβέρνηση.: [618, 1406, 817, 1477]
divider: [396, 1141, 599, 1142]
divider: [618, 1399, 1232, 1400]
theatre-label: Θέατρο «Ἐθνικὸν»: [10, 1732, 116, 1748]
paragraph: ΓΥΘΕΙΟ, 21. — Στὸ λιμάνι ἔγιναν συλλήψεις.: [1034, 911, 1232, 939]
paragraph: Ὁ σ. Ζαχαριάδης τόνισε ἐπίσης τὴν ἀνάγκη γιὰ ἄμεση ἀμνηστία καὶ γιὰ τὴν ἀποκατάσταση τῆς τάξης στὴν ὕπαιθρο.: [607, 505, 809, 547]
headline: Ἐπίσημη ἔκθεση: [429, 602, 565, 627]
paragraph: ΜΟΣΧΑ, 21. — Τὸ Σοβιετικὸ πρακτορεῖο ἀνακοίνωσε νέες ἐπιτυχίες στὸ μέτωπο τῆς Μαντζουρίας.: [1240, 1288, 1580, 1315]
divider: [396, 298, 1232, 299]
headline: ΑΠΕΓΝΩΣΜΕΝΕΣ ΠΡΟΣΠΑΘΕΙΕΣ: [43, 686, 353, 707]
paragraph: ΜΟΣΧΑ, 21. — Τὸ Σοβιετικὸ πρακτορεῖο ἀνακοίνωσε νέες ἐπιτυχίες στὸ μέτωπο τῆς Μαντζουρίας.: [1240, 1369, 1580, 1397]
headline: ΔΟΛΟΦΟΝΗΘΗΚΑΝ ΣΤΙΣ ΕΠΑΡΧΙΕΣ: [755, 814, 1095, 836]
paragraph: Ἡ φορολογικὴ πολιτικὴ τῆς κυβερνήσεως ἐπιβαρύνει τὰ λαϊκὰ στρώματα, ἐνῶ οἱ πλούσιοι ἀπαλλάσσονται.: [396, 1534, 599, 1577]
banner-headline: ΒΑΡΥΣΗΜΑΝΤΕΣ ΔΗΛΩΣΕΙΣ ΤΟΥ Σ. ΖΑΧΑΡΙΑΔΗ: [425, 58, 1202, 92]
paragraph: Ἡ λαϊκὴ κατακραυγὴ ἀνάγκασε τὴν κυβέρνηση νὰ ὑποχωρήσει. Οἱ δικαιολογίες τοῦ κ. Βούλγαρη δὲν πείθουν κανένα.: [1240, 229, 1580, 256]
article-body: [618, 1405, 1232, 1557]
paragraph: «Ὑπάρχουν ἐρωτήματα ποὺ ἀπασχολοῦν τὸν λαὸ καὶ ποὺ πρέπει νὰ ἀπαντηθοῦν. Ὁ ἑλληνικὸς λαὸς θέλει εἰρήνη, δημοκρατία καὶ ἐθνικὴ ἀνεξαρτησία.»: [396, 444, 597, 501]
paragraph: «Οἱ ἀρχαιρεσίες στὰ ἐργατικὰ συνδικάτα, οἱ ἐκλογὲς τῶν συνεταιρισμῶν καὶ ἡ ὑποδοχὴ στὴν Καβάλλα καὶ στὴ Θεσσαλονίκη ἀποδεικνύουν τὴ θέληση τοῦ λαοῦ.»: [819, 444, 1021, 515]
article-body: [396, 382, 1232, 577]
article-body: [1240, 134, 1580, 369]
paragraph: Ὅπως γνωστό, οἱ ἐπαγγελματίες καὶ βιοτέχνες δὲν μποροῦν νὰ πληρώσουν τοὺς ὑπέρογκους φόρους. Ὁ ὑπουργὸς ἀπειλεῖ μὲ προσωπικὴ κράτηση ὅσους δὲν συμμορφωθοῦν.: [618, 669, 1025, 773]
article-body: [396, 1651, 599, 1742]
headline: πρὸς τὸ σ. Ν. Ζαχαριάδη: [1336, 956, 1485, 973]
paragraph: ΣΟΦΙΑ, 21. — Ἡ κυβέρνηση ἀνακοίνωσε ὅτι οἱ ἐκλογὲς θὰ διεξαχθοῦν κανονικὰ στὴν ὁρισμένη ἡμερομηνία.: [204, 1557, 386, 1614]
paragraph: Καὶ σὲ ἄλλες ἐπαρχιακὲς πόλεις οἱ ἐργαζόμενοι ἐκφράζουν τὴν ἀπόφασή τους νὰ ὑπερασπίσουν τὴν ἐλευθερία τῶν συνδικάτων.: [10, 955, 192, 1012]
paragraph: ΛΟΝΔΙΝΟ, 21. (Τοῦ ἀνταποκριτοῦ μας). — Ἐργατικοὶ βουλευτὲς ἐξέφρασαν τὴν ἀνησυχία τους γιὰ τὴν κατάσταση στὴν Ἑλλάδα καὶ ζήτησαν ἐξηγήσεις ἀπὸ τὴν κυβέρνηση.: [1034, 1406, 1232, 1477]
paragraph: Ὅπως γνωστό, οἱ ἐπαγγελματίες καὶ βιοτέχνες δὲν μποροῦν νὰ πληρώσουν τοὺς ὑπέρογκους φόρους. Ὁ ὑπουργὸς ἀπειλεῖ μὲ προσωπικὴ κράτηση ὅσους δὲν συμμορφωθοῦν.: [1034, 701, 1232, 773]
paragraph: Οἱ ἀπεργίες ἐπεκτείνονται σὲ πολλοὺς ἐργατικοὺς κλάδους. Οἱ ἐργαζόμενοι ζητοῦν αὔξηση τῶν μισθῶν καὶ καλύτερες συνθῆκες ἐργασίας. Ἡ κυβέρνηση ἀρνεῖται νὰ διαπραγματευτεῖ.: [1034, 1185, 1232, 1256]
headline: ΕΙΝΑΙ ΚΑΤΑΔΙΚΑΣΜΕΝΟΣ: [1296, 1066, 1524, 1087]
paragraph: Ὁ Παπαδόγκωνας ὑπῆρξε συνεργάτης τῶν κατακτητῶν καὶ ἡ προαγωγή του προκάλεσε τὴν ἀγανάκτηση τοῦ λαοῦ.: [1240, 261, 1580, 288]
article-body: [396, 1416, 599, 1506]
paragraph: ΒΟΛΟΣ, 21. — Στὴν περιοχὴ τοῦ Πηλίου οἱ τρομοκράτες συνεχίζουν τὴ δράση τους.: [826, 976, 1025, 1018]
article-labour-mps: [618, 1350, 1232, 1557]
divider: [1240, 1182, 1580, 1184]
headline: ΑΝΑΓΚΑΣΤΙΚΟΣ ΝΟΜΟΣ: [1306, 1411, 1514, 1431]
divider: [10, 1727, 386, 1728]
paragraph: Ὅσο γιὰ τὸ ὑπουργεῖο Στρατιωτικῶν, ὁ κ. Μερεντίτης διαβεβαίωσε ὅτι δὲν πρόκειται νὰ ἀναλάβει τὴ θέση ποὺ τοῦ προτάθηκε.: [204, 448, 386, 505]
headline: ΟΙ ΕΚΛΟΓΕΣ ΣΤΗ ΒΟΥΛΓΑΡΙΑ: [23, 1378, 373, 1406]
article-papadogonas: [1240, 58, 1580, 369]
paragraph: ΣΟΦΙΑ, 21. — Ἡ κυβέρνηση ἀνακοίνωσε ὅτι οἱ ἐκλογὲς θὰ διεξαχθοῦν κανονικὰ στὴν ὁρισμένη ἡμερομηνία.: [10, 1616, 192, 1672]
paragraph: Ὅσο γιὰ τὸ ὑπουργεῖο Στρατιωτικῶν, ὁ κ. Μερεντίτης διαβεβαίωσε ὅτι δὲν πρόκειται νὰ ἀναλάβει τὴ θέση ποὺ τοῦ προτάθηκε.: [10, 401, 192, 458]
article-body: [1240, 396, 1580, 458]
headline: Ὁ ἀφοπλισμὸς τῶν τρομοκρατῶν: [1312, 1518, 1509, 1535]
headline: ΣΤΗΝ ΕΥΒΟΙΑ: [440, 1399, 555, 1417]
paragraph: Ἀργότερα ἡ ἀστυνομία πυροβόλησε κατὰ τοῦ πλήθους χωρὶς καμιὰ ἀφορμή. Ὑπάρχουν τραυματίες.: [1240, 866, 1580, 894]
paragraph: ΒΟΛΟΣ, 21. — Στὴν περιοχὴ τοῦ Πηλίου οἱ τρομοκράτες συνεχίζουν τὴ δράση τους.: [618, 911, 817, 954]
theatre-title: Α. ΝΤΟΝΤΕΤ: «Η Ἀρλεζιάνα»: [10, 1748, 179, 1764]
issue-date: ΤΕΤΑΡΤΗ 22 Αυγούστου 1945: [1371, 16, 1576, 35]
article-amnesty: [10, 58, 386, 673]
paragraph: Ἀπὸ τὴν πλευρὰ τῶν κομμάτων τῆς Ἀντιστάσεως ζητεῖται ἡ ἄμεση ἀπόλυση ὅλων τῶν κρατουμένων ἀγωνιστῶν πρὶν ἀπὸ τὶς ἐκλογές.: [204, 607, 386, 664]
left-column: [10, 58, 386, 2318]
paragraph: ΜΟΣΧΑ, 21 (Ἰδ. ἀνταπ.). — Ὁ τύπος σχολιάζει τὴν κατάσταση στὴ Βουλγαρία καὶ τὴ στάση τῶν συμμάχων ἀπέναντι στὴν κυβέρνηση τῆς Σόφιας.: [10, 1417, 386, 1719]
divider: [618, 1178, 1232, 1179]
headline: ΣΤΟΥΣ ΚΡΑΤΟΥΜΕΝΟΥΣ ΑΓΩΝΙΣΤΕΣ: [65, 82, 331, 130]
headline: στὴν περίοδο κατοχῆς: [413, 649, 581, 671]
paragraph: ΣΠΑΡΤΗ, 21. — Ὁ λαὸς ζητᾶ προστασία ἀπὸ τὶς ἀρχές.: [618, 1022, 817, 1050]
article-theatre: [10, 1733, 386, 1917]
paragraph: Στὸ ὑπουργεῖο Ἐσωτερικῶν συνεχίστηκαν χθὲς οἱ συσκέψεις γιὰ τὸ ζήτημα τῶν ἐκλογικῶν καταλόγων. Ἡ ἐπιτροπὴ θὰ ὑποβάλει τὸ πόρισμά της.: [204, 1122, 386, 1178]
paragraph: Οἱ ἐργάτες τοῦ Βόλου καλοῦνται σὲ συνέλευση γιὰ τὴν ἐκλογὴ ἀντιπροσώπων. Ὅλα τὰ μέλη πρέπει νὰ παρευρεθοῦν.: [10, 1245, 192, 1302]
paragraph: Χιλιάδες λαοῦ συγκεντρώθηκαν στοὺς δρόμους. Ἡ πόλη ὁλόκληρη εἶχε στολιστεῖ μὲ σημαῖες.: [1240, 715, 1580, 743]
divider: [618, 780, 1232, 782]
paragraph: «Οἱ ἀρχαιρεσίες στὰ ἐργατικὰ συνδικάτα, οἱ ἐκλογὲς τῶν συνεταιρισμῶν καὶ ἡ ὑποδοχὴ στὴν Καβάλλα καὶ στὴ Θεσσαλονίκη ἀποδεικνύουν τὴ θέληση τοῦ λαοῦ.»: [396, 505, 597, 576]
headline: ΚΑΙ ΟΙ ΗΓΕΤΕΣ ΤΟΥ ΕΑΜ: [1297, 628, 1523, 649]
brief-label: Προκηρύξεις - Συνελεύσεις: [151, 1095, 318, 1117]
headline: ΓΙΑ ΤΗΝ ΚΑΤΑΣΤΑΣΗ ΣΤΗΝ ΕΛΛΑΔΑ: [762, 1374, 1088, 1395]
